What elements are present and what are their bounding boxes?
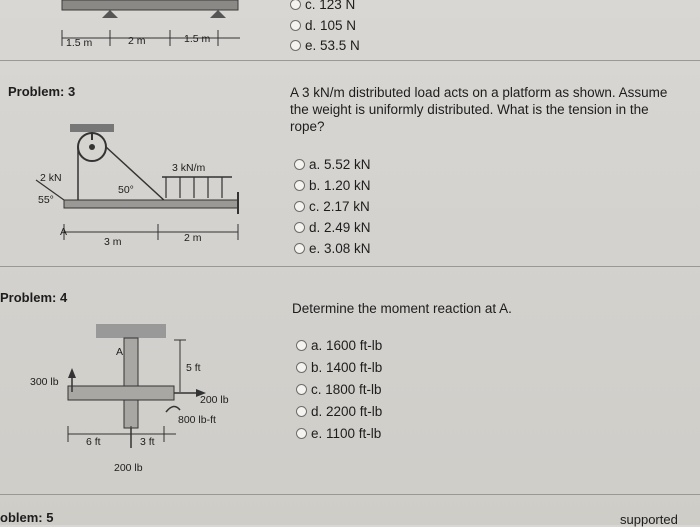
radio-icon[interactable] [290, 0, 301, 10]
p3-option-b[interactable]: b. 1.20 kN [294, 178, 371, 193]
distributed-load-arrows [162, 177, 232, 198]
p4-option-b[interactable]: b. 1400 ft-lb [296, 360, 382, 375]
angle-left-label: 55° [38, 194, 54, 206]
p4-option-c[interactable]: c. 1800 ft-lb [296, 382, 382, 397]
frame-figure [68, 324, 206, 448]
p3-option-a[interactable]: a. 5.52 kN [294, 157, 371, 172]
radio-icon[interactable] [296, 362, 307, 373]
dim-6ft-label: 6 ft [86, 436, 101, 448]
prev-option-d[interactable]: d. 105 N [290, 18, 356, 33]
radio-icon[interactable] [296, 428, 307, 439]
force-label: 2 kN [40, 172, 62, 184]
p3-option-d[interactable]: d. 2.49 kN [294, 220, 371, 235]
radio-icon[interactable] [294, 159, 305, 170]
height-label: 5 ft [186, 362, 201, 374]
radio-icon[interactable] [296, 384, 307, 395]
force-200-right-label: 200 lb [200, 394, 229, 406]
radio-icon[interactable] [296, 340, 307, 351]
radio-icon[interactable] [294, 201, 305, 212]
force-300-label: 300 lb [30, 376, 59, 388]
dim-3ft-label: 3 ft [140, 436, 155, 448]
radio-icon[interactable] [290, 40, 301, 51]
radio-icon[interactable] [294, 243, 305, 254]
moment-label: 800 lb-ft [178, 414, 216, 426]
problem-3-question: A 3 kN/m distributed load acts on a platform as shown. Assume the weight is uniformly distributed. What is the tension in the rope? [290, 85, 668, 134]
top-dim-2: 2 m [128, 35, 146, 47]
divider [0, 266, 700, 267]
load-label: 3 kN/m [172, 162, 206, 174]
point-a-label: A [116, 346, 124, 358]
top-dim-3: 1.5 m [184, 33, 211, 45]
divider [0, 494, 700, 495]
prev-option-e[interactable]: e. 53.5 N [290, 38, 360, 53]
radio-icon[interactable] [294, 180, 305, 191]
dim-2m-label: 2 m [184, 232, 202, 244]
prev-option-c[interactable]: c. 123 N [290, 0, 355, 12]
angle-top-label: 50° [118, 184, 134, 196]
force-200-bottom-label: 200 lb [114, 462, 143, 474]
radio-icon[interactable] [290, 20, 301, 31]
radio-icon[interactable] [294, 222, 305, 233]
problem-5-title: oblem: 5 [0, 510, 54, 525]
p4-option-d[interactable]: d. 2200 ft-lb [296, 404, 382, 419]
p3-dimension-line [64, 224, 238, 240]
p4-option-a[interactable]: a. 1600 ft-lb [296, 338, 382, 353]
p3-option-e[interactable]: e. 3.08 kN [294, 241, 371, 256]
p3-option-c[interactable]: c. 2.17 kN [294, 199, 370, 214]
problem-3-title: Problem: 3 [8, 84, 76, 99]
problem-4-question: Determine the moment reaction at A. [292, 301, 512, 316]
dim-3m-label: 3 m [104, 236, 122, 248]
problem-5-text-fragment: supported [620, 512, 678, 527]
point-a-label: A [60, 226, 68, 238]
problem-4-title: Problem: 4 [0, 290, 68, 305]
radio-icon[interactable] [296, 406, 307, 417]
p4-option-e[interactable]: e. 1100 ft-lb [296, 426, 381, 441]
divider [0, 60, 700, 61]
top-dim-1: 1.5 m [66, 37, 93, 49]
